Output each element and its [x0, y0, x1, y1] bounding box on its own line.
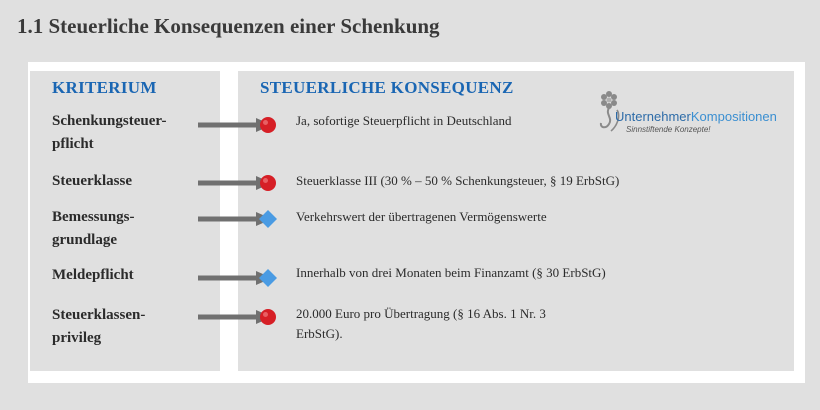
- logo-wordmark: [615, 109, 777, 124]
- criterion-label: [52, 110, 166, 156]
- criterion-line: pflicht: [52, 136, 94, 152]
- blue-diamond-icon: [259, 210, 277, 228]
- criterion-line: Steuerklasse: [52, 173, 132, 189]
- criterion-line: privileg: [52, 330, 102, 346]
- criterion-label: [52, 206, 135, 252]
- red-circle-icon: [259, 308, 277, 326]
- consequence-line: Verkehrswert der übertragenen Vermögenswerte: [296, 209, 547, 224]
- consequence-line: ErbStG).: [296, 326, 343, 341]
- red-circle-icon: [259, 174, 277, 192]
- consequence-line: Steuerklasse III (30 % – 50 % Schenkungsteuer, § 19 ErbStG): [296, 173, 620, 188]
- criterion-label: [52, 304, 145, 350]
- page-title: 1.1 Steuerliche Konsequenzen einer Schenkung: [17, 14, 440, 38]
- criterion-label: [52, 170, 132, 193]
- criterion-line: Meldepflicht: [52, 267, 134, 283]
- consequence-text: [296, 207, 547, 227]
- blue-diamond-icon: [259, 269, 277, 287]
- logo-name-part2: Kompositionen: [690, 109, 777, 124]
- criterion-line: grundlage: [52, 232, 118, 248]
- consequence-line: 20.000 Euro pro Übertragung (§ 16 Abs. 1 Nr. 3: [296, 306, 546, 321]
- criterion-label: [52, 264, 134, 287]
- logo-name-part1: Unternehmer: [615, 109, 691, 124]
- consequence-text: [296, 111, 512, 131]
- consequence-line: Innerhalb von drei Monaten beim Finanzamt (§ 30 ErbStG): [296, 265, 606, 280]
- consequence-line: Ja, sofortige Steuerpflicht in Deutschland: [296, 113, 512, 128]
- consequence-text: [296, 304, 546, 344]
- consequence-text: [296, 171, 619, 191]
- logo-tagline: Sinnstiftende Konzepte!: [626, 125, 711, 134]
- criterion-header: KRITERIUM: [52, 78, 157, 97]
- criterion-line: Steuerklassen-: [52, 307, 146, 323]
- red-circle-icon: [259, 116, 277, 134]
- criterion-line: Bemessungs-: [52, 209, 135, 225]
- criterion-line: Schenkungsteuer-: [52, 113, 167, 129]
- consequence-header: STEUERLICHE KONSEQUENZ: [260, 78, 514, 97]
- consequence-text: [296, 263, 606, 283]
